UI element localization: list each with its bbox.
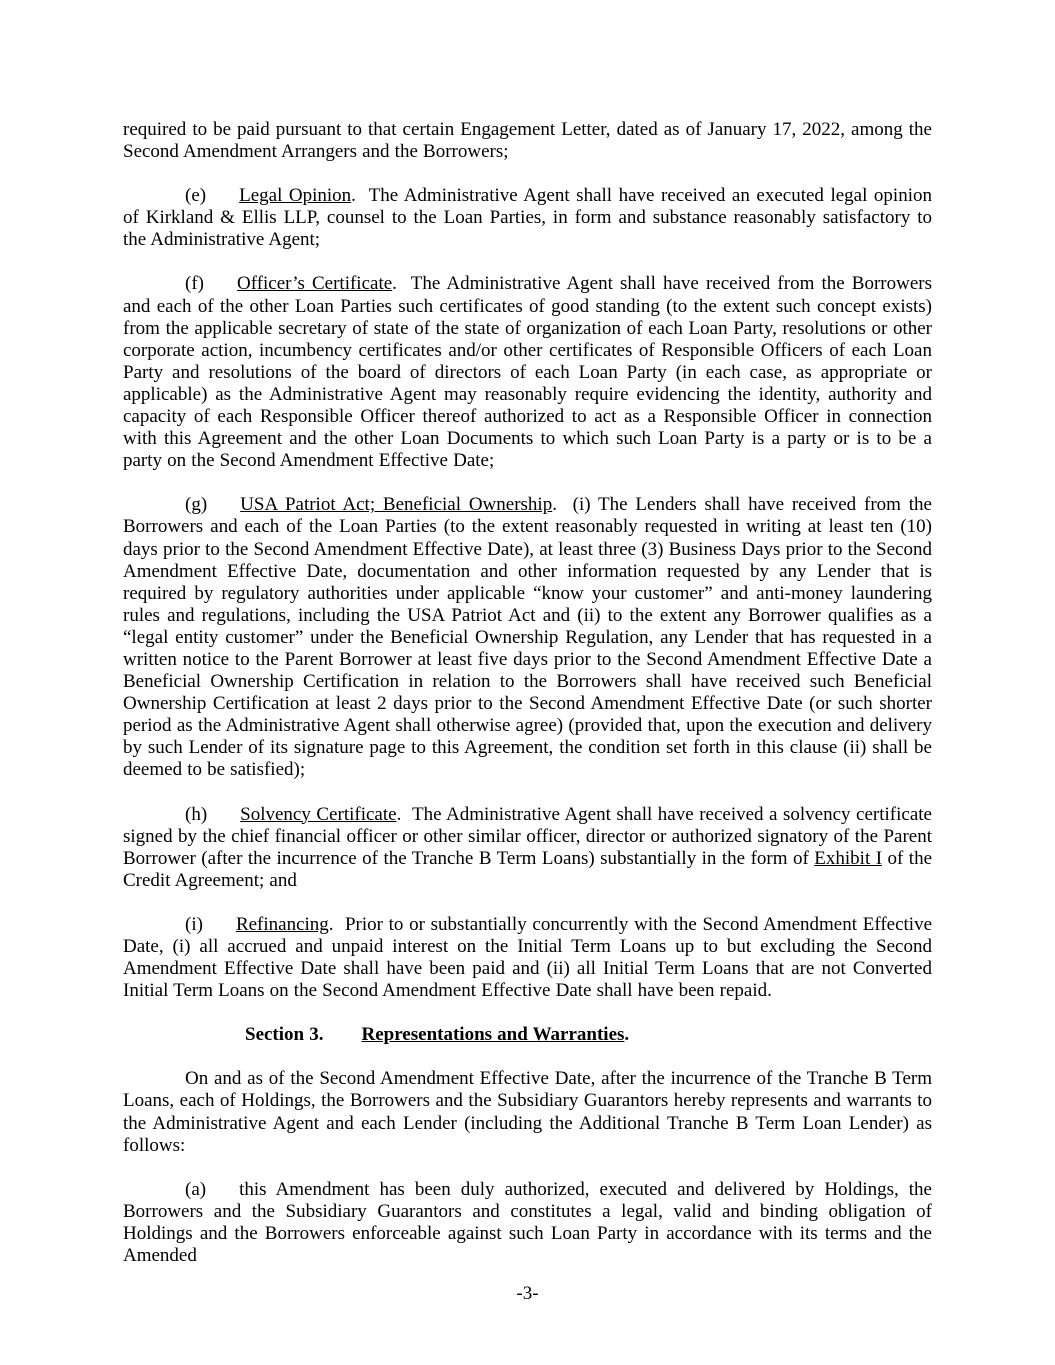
underlined-text-run: USA Patriot Act; Beneficial Ownership bbox=[240, 494, 553, 516]
text-run: Section 3. bbox=[245, 1024, 324, 1046]
text-run: On and as of the Second Amendment Effective Date, after the incurrence of the Tranche B Term Loans, each of Holdings, the Borrowers and the Subsidiary Guarantors hereby represents and warrants to the Administrative Agent and each Lender (including the Additional Tranche B Term Loan Lender) as follows: bbox=[123, 1068, 932, 1156]
text-run: required to be paid pursuant to that certain Engagement Letter, dated as of January 17, 2022, among the Second Amendment Arrangers and the Borrowers; bbox=[123, 119, 932, 163]
underlined-text-run: Representations and Warranties bbox=[361, 1024, 625, 1046]
section-3-intro-paragraph bbox=[123, 1068, 932, 1156]
section-3-heading bbox=[123, 1024, 932, 1046]
paragraph-engagement-letter-continuation bbox=[123, 119, 932, 163]
clause-a-due-authorization bbox=[123, 1179, 932, 1267]
clause-f-officers-certificate bbox=[123, 273, 932, 472]
underlined-text-run: Refinancing bbox=[235, 913, 329, 935]
text-run: (a) bbox=[185, 1178, 207, 1200]
text-run: . (i) The Lenders shall have received from the Borrowers and each of the Loan Parties (to the extent reasonably requested in writing at least ten (10) days prior to the Second Amendment Effective Date), at least three (3) Business Days prior to the Second Amendment Effective Date, documentation and other information requested by any Lender that is required by regulatory authorities under applicable “know your customer” and anti-money laundering rules and regulations, including the USA Patriot Act and (ii) to the extent any Borrower qualifies as a “legal entity customer” under the Beneficial Ownership Regulation, any Lender that has requested in a written notice to the Parent Borrower at least five days prior to the Second Amendment Effective Date a Beneficial Ownership Certification in relation to the Borrowers shall have received such Beneficial Ownership Certification at least 2 days prior to the Second Amendment Effective Date (or such shorter period as the Administrative Agent shall otherwise agree) (provided that, upon the execution and delivery by such Lender of its signature page to this Agreement, the condition set forth in this clause (ii) shall be deemed to be satisfied); bbox=[123, 494, 932, 781]
underlined-text-run: Solvency Certificate bbox=[240, 803, 397, 825]
clause-i-refinancing bbox=[123, 914, 932, 1002]
text-run: . The Administrative Agent shall have received an executed legal opinion of Kirkland & Ellis LLP, counsel to the Loan Parties, in form and substance reasonably satisfactory to the Administrative Agent; bbox=[123, 185, 932, 251]
text-run: of the Credit Agreement; and bbox=[123, 847, 933, 891]
underlined-text-run: Officer’s Certificate bbox=[236, 273, 393, 295]
text-run: . The Administrative Agent shall have received a solvency certificate signed by the chief financial officer or other similar officer, director or authorized signatory of the Parent Borrower (after the incurrence of the Tranche B Term Loans) substantially in the form of bbox=[123, 803, 932, 869]
text-run: (f) bbox=[185, 273, 204, 295]
text-run: . The Administrative Agent shall have received from the Borrowers and each of the other Loan Parties such certificates of good standing (to the extent such concept exists) from the applicable secretary of state of the state of organization of each Loan Party, resolutions or other corporate action, incumbency certificates and/or other certificates of Responsible Officers of each Loan Party and resolutions of the board of directors of each Loan Party (in each case, as appropriate or applicable) as the Administrative Agent may reasonably require evidencing the identity, authority and capacity of each Responsible Officer thereof authorized to act as a Responsible Officer in connection with this Agreement and the other Loan Documents to which such Loan Party is a party or is to be a party on the Second Amendment Effective Date; bbox=[123, 273, 932, 472]
clause-e-legal-opinion bbox=[123, 185, 932, 251]
clause-g-usa-patriot-act-beneficial-ownership bbox=[123, 494, 932, 781]
text-run: (i) bbox=[185, 913, 203, 935]
page-number: -3- bbox=[516, 1283, 539, 1304]
document-body bbox=[123, 119, 932, 1289]
text-run: (e) bbox=[185, 185, 207, 207]
clause-h-solvency-certificate bbox=[123, 804, 932, 892]
text-run: this Amendment has been duly authorized, executed and delivered by Holdings, the Borrowers and the Subsidiary Guarantors and constitutes a legal, valid and binding obligation of Holdings and the Borrowers enforceable against such Loan Party in accordance with its terms and the Amended bbox=[123, 1178, 932, 1267]
underlined-text-run: Exhibit I bbox=[814, 847, 883, 869]
text-run: (g) bbox=[185, 494, 208, 516]
text-run: (h) bbox=[185, 803, 208, 825]
underlined-text-run: Legal Opinion bbox=[239, 185, 352, 207]
text-run: . bbox=[624, 1024, 630, 1046]
text-run: . Prior to or substantially concurrently with the Second Amendment Effective Date, (i) all accrued and unpaid interest on the Initial Term Loans up to but excluding the Second Amendment Effective Date shall have been paid and (ii) all Initial Term Loans that are not Converted Initial Term Loans on the Second Amendment Effective Date shall have been repaid. bbox=[123, 913, 932, 1002]
